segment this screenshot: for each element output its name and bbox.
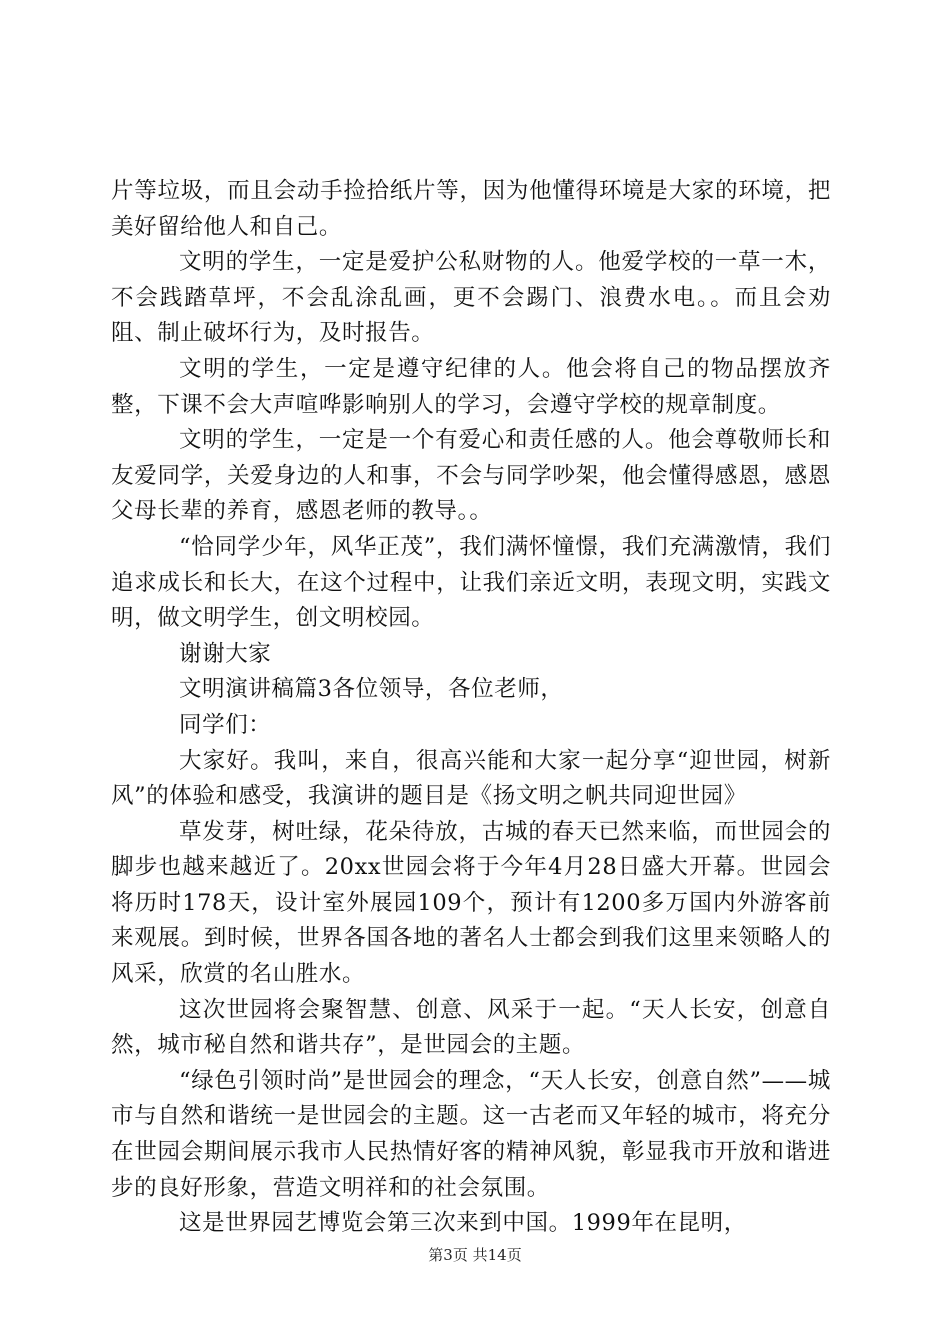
document-body: [111, 174, 831, 1242]
paragraph: 草发芽，树吐绿，花朵待放，古城的春天已然来临，而世园会的脚步也越来越近了。20xx世园会将于今年4月28日盛大开幕。世园会将历时178天，设计室外展园109个，预计有1200多万国内外游客前来观展。到时候，世界各国各地的著名人士都会到我们这里来领略人的风采，欣赏的名山胜水。: [111, 818, 831, 988]
page-number-footer: 第3页 共14页: [428, 1246, 522, 1264]
paragraph-continued: 片等垃圾，而且会动手捡拾纸片等，因为他懂得环境是大家的环境，把美好留给他人和自己。: [111, 178, 831, 240]
paragraph: “恰同学少年，风华正茂”，我们满怀憧憬，我们充满激情，我们追求成长和长大，在这个过程中，让我们亲近文明，表现文明，实践文明，做文明学生，创文明校园。: [111, 533, 831, 632]
paragraph-salutation: 同学们：: [179, 711, 272, 738]
paragraph: 这次世园将会聚智慧、创意、风采于一起。“天人长安，创意自然，城市秘自然和谐共存”，是世园会的主题。: [111, 996, 831, 1059]
paragraph-thanks: 谢谢大家: [179, 640, 272, 667]
paragraph: 文明的学生，一定是一个有爱心和责任感的人。他会尊敬师长和友爱同学，关爱身边的人和事，不会与同学吵架，他会懂得感恩，感恩父母长辈的养育，感恩老师的教导。。: [111, 427, 831, 525]
paragraph: 文明的学生，一定是爱护公私财物的人。他爱学校的一草一木，不会践踏草坪，不会乱涂乱画，更不会踢门、浪费水电。。而且会劝阻、制止破坏行为，及时报告。: [111, 249, 831, 347]
paragraph: 这是世界园艺博览会第三次来到中国。1999年在昆明，: [179, 1210, 747, 1237]
paragraph: 大家好。我叫，来自，很高兴能和大家一起分享“迎世园，树新风”的体验和感受，我演讲的题目是《扬文明之帆共同迎世园》: [111, 747, 831, 810]
paragraph-speech-heading: 文明演讲稿篇3各位领导，各位老师，: [179, 676, 564, 703]
paragraph: “绿色引领时尚”是世园会的理念，“天人长安，创意自然”——城市与自然和谐统一是世园会的主题。这一古老而又年轻的城市，将充分在世园会期间展示我市人民热情好客的精神风貌，彰显我市开放和谐进步的良好形象，营造文明祥和的社会氛围。: [111, 1067, 831, 1201]
paragraph: 文明的学生，一定是遵守纪律的人。他会将自己的物品摆放齐整，下课不会大声喧哗影响别人的学习，会遵守学校的规章制度。: [111, 355, 831, 418]
